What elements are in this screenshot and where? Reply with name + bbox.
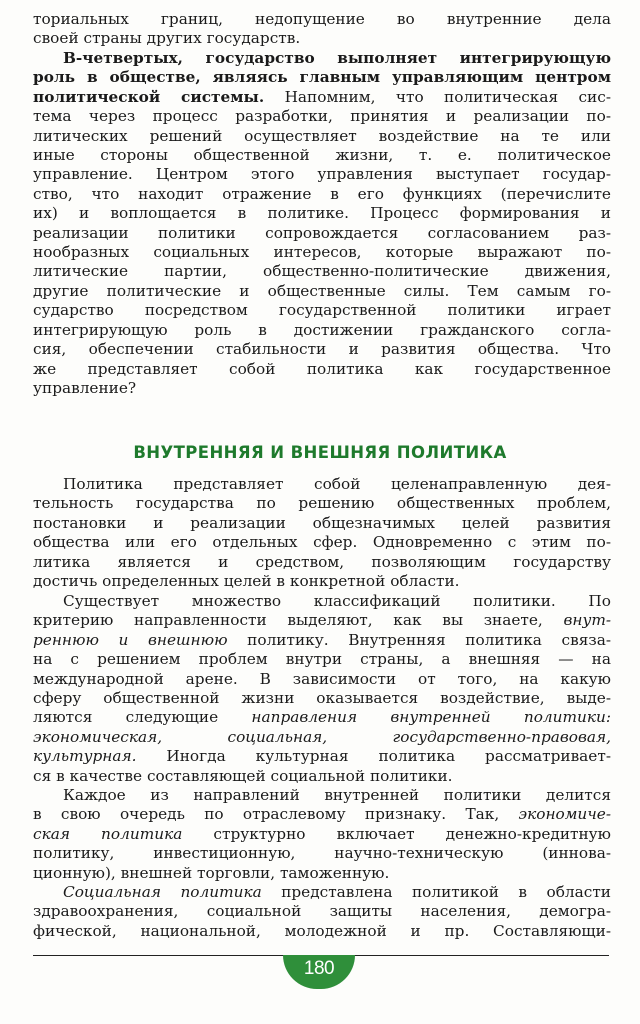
text-fragment: Иногда культурная политика рассматривает-	[136, 747, 611, 766]
text-line: здравоохранения, социальной защиты населения, демогра-	[33, 902, 611, 921]
paragraph-policy-definition	[33, 475, 611, 591]
text-line: сферу общественной жизни оказывается воздействие, выде-	[33, 689, 611, 708]
text-line	[33, 825, 611, 844]
italic-term: Социальная политика	[63, 883, 262, 901]
text-fragment: представлена политикой в области	[261, 883, 611, 901]
paragraph-social-policy	[33, 883, 611, 941]
text-line: другие политические и общественные силы. Тем самым го-	[33, 281, 611, 300]
text-line: достичь определенных целей в конкретной области.	[33, 572, 460, 591]
text-fragment: политику. Внутренняя политика связа-	[227, 630, 611, 649]
text-line: фической, национальной, молодежной и пр. Составляющи-	[33, 921, 611, 940]
text-line: экономическая, социальная, государственно-правовая,	[33, 727, 611, 746]
text-line: роль в обществе, являясь главным управляющим центром	[33, 68, 611, 87]
text-fragment: структурно включает денежно-кредитную	[182, 824, 612, 843]
text-line	[33, 747, 611, 766]
text-line: тельность государства по решению общественных проблем,	[33, 494, 611, 513]
text-fragment: критерию направленности выделяют, как вы знаете,	[33, 611, 564, 630]
text-line: сударство посредством государственной политики играет	[33, 301, 611, 320]
text-line	[33, 611, 611, 630]
text-line: своей страны других государств.	[33, 29, 301, 48]
italic-term: реннюю и внешнюю	[33, 630, 228, 649]
bold-term: политической системы.	[33, 87, 265, 106]
text-fragment: Напомним, что политическая сис-	[264, 87, 611, 106]
text-line: Существует множество классификаций политики. По	[63, 592, 611, 610]
text-fragment: ляются следующие	[33, 708, 252, 727]
text-line: реализации политики сопровождается согласованием раз-	[33, 223, 611, 242]
text-line: Каждое из направлений внутренней политики делится	[63, 786, 611, 804]
text-line: тема через процесс разработки, принятия и реализации по-	[33, 107, 611, 126]
text-line: иные стороны общественной жизни, т. е. политическое	[33, 146, 611, 165]
text-line: интегрирующую роль в достижении гражданского согла-	[33, 320, 611, 339]
text-line: на с решением проблем внутри страны, а внешняя — на	[33, 650, 611, 669]
text-fragment: в свою очередь по отраслевому признаку. Так,	[33, 805, 519, 824]
text-line: литические партии, общественно-политические движения,	[33, 262, 611, 281]
text-line: же представляет собой политика как государственное	[33, 359, 611, 378]
text-line: нообразных социальных интересов, которые выражают по-	[33, 243, 611, 262]
text-line: ся в качестве составляющей социальной политики.	[33, 766, 453, 785]
page-number: 180	[303, 958, 335, 979]
text-line: политику, инвестиционную, научно-техническую (иннова-	[33, 844, 611, 863]
text-line	[33, 631, 611, 650]
paragraph-sectoral	[33, 786, 611, 883]
text-line: сия, обеспечении стабильности и развития общества. Что	[33, 340, 611, 359]
italic-term: экономиче-	[518, 805, 611, 824]
text-line	[33, 805, 611, 824]
paragraph-continuation	[33, 10, 611, 49]
text-line: управление. Центром этого управления выступает государ-	[33, 165, 611, 184]
section-heading: ВНУТРЕННЯЯ И ВНЕШНЯЯ ПОЛИТИКА	[133, 443, 507, 462]
text-line: международной арене. В зависимости от того, на какую	[33, 669, 611, 688]
text-line	[33, 708, 611, 727]
text-line: ство, что находит отражение в его функциях (перечислите	[33, 184, 611, 203]
paragraph-classifications	[33, 592, 611, 786]
italic-term: культурная.	[33, 747, 137, 766]
italic-term: ская политика	[33, 824, 183, 843]
text-line: ционную), внешней торговли, таможенную.	[33, 863, 390, 882]
paragraph-integrating-role	[33, 49, 611, 398]
text-line: их) и воплощается в политике. Процесс формирования и	[33, 204, 611, 223]
text-line: В-четвертых, государство выполняет интегрирующую	[63, 49, 611, 67]
italic-term: направления внутренней политики:	[251, 708, 611, 727]
text-line	[33, 883, 611, 902]
text-line: общества или его отдельных сфер. Одновременно с этим по-	[33, 533, 611, 552]
text-line: Политика представляет собой целенаправленную дея-	[63, 475, 611, 493]
italic-term: внут-	[563, 611, 611, 630]
text-line: литических решений осуществляет воздействие на те или	[33, 126, 611, 145]
text-line: ториальных границ, недопущение во внутренние дела	[33, 10, 611, 28]
text-line: постановки и реализации общезначимых целей развития	[33, 513, 611, 532]
text-line: управление?	[33, 378, 137, 397]
text-line	[33, 88, 611, 107]
text-line: литика является и средством, позволяющим государству	[33, 552, 611, 571]
